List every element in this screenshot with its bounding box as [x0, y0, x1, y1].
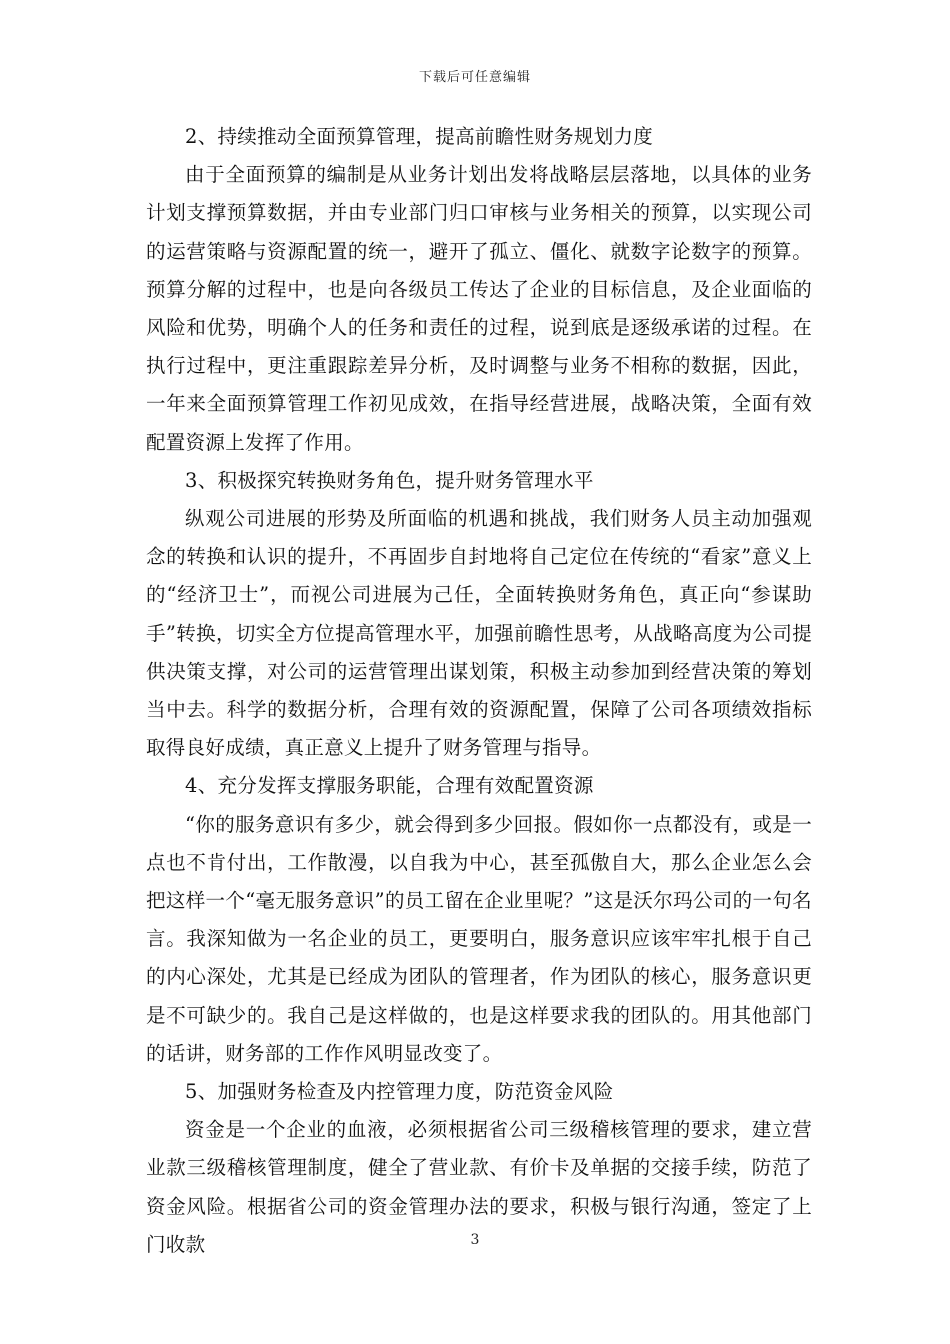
section-paragraph-3: 纵观公司进展的形势及所面临的机遇和挑战，我们财务人员主动加强观念的转换和认识的提升，不再固步自封地将自己定位在传统的“看家”意义上的“经济卫士”，而视公司进展为己任，全面转换财务角色，真正向“参谋助手”转换，切实全方位提高管理水平，加强前瞻性思考，从战略高度为公司提供决策支撑，对公司的运营管理出谋划策，积极主动参加到经营决策的筹划当中去。科学的数据分析，合理有效的资源配置，保障了公司各项绩效指标取得良好成绩，真正意义上提升了财务管理与指导。 [146, 507, 812, 760]
header-note: 下载后可任意编辑 [418, 70, 531, 85]
page-number: 3 [470, 1232, 480, 1248]
section-paragraph-2: 由于全面预算的编制是从业务计划出发将战略层层落地，以具体的业务计划支撑预算数据，并由专业部门归口审核与业务相关的预算，以实现公司的运营策略与资源配置的统一，避开了孤立、僵化、就数字论数字的预算。预算分解的过程中，也是向各级员工传达了企业的目标信息，及企业面临的风险和优势，明确个人的任务和责任的过程，说到底是逐级承诺的过程。在执行过程中，更注重跟踪差异分析，及时调整与业务不相称的数据，因此，一年来全面预算管理工作初见成效，在指导经营进展，战略决策，全面有效配置资源上发挥了作用。 [146, 163, 812, 454]
section-heading-5: 5、加强财务检查及内控管理力度，防范资金风险 [185, 1080, 614, 1104]
section-heading-2: 2、持续推动全面预算管理，提高前瞻性财务规划力度 [185, 125, 654, 148]
document-body [146, 118, 812, 1264]
section-heading-4: 4、充分发挥支撑服务职能，合理有效配置资源 [185, 774, 594, 798]
section-paragraph-4: “你的服务意识有多少，就会得到多少回报。假如你一点都没有，或是一点也不肯付出，工作散漫，以自我为中心，甚至孤傲自大，那么企业怎么会把这样一个“毫无服务意识”的员工留在企业里呢？”这是沃尔玛公司的一句名言。我深知做为一名企业的员工，更要明白，服务意识应该牢牢扎根于自己的内心深处，尤其是已经成为团队的管理者，作为团队的核心，服务意识更是不可缺少的。我自己是这样做的，也是这样要求我的团队的。用其他部门的话讲，财务部的工作作风明显改变了。 [146, 812, 812, 1065]
section-paragraph-5: 资金是一个企业的血液，必须根据省公司三级稽核管理的要求，建立营业款三级稽核管理制度，健全了营业款、有价卡及单据的交接手续，防范了资金风险。根据省公司的资金管理办法的要求，积极与银行沟通，签定了上门收款 [146, 1118, 812, 1256]
section-heading-3: 3、积极探究转换财务角色，提升财务管理水平 [185, 468, 594, 492]
